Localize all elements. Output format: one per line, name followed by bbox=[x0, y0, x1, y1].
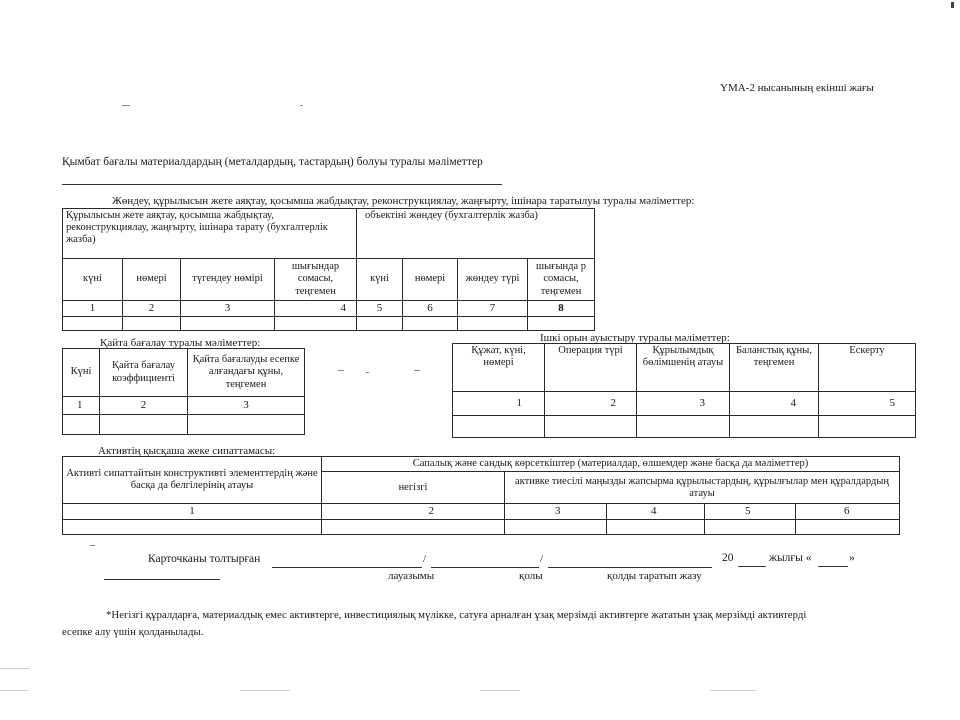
scan-speck bbox=[710, 690, 756, 691]
revaluation-empty-cell bbox=[63, 415, 100, 435]
asset-section-title: Активтің қысқаша жеке сипаттамасы: bbox=[98, 445, 276, 457]
transfer-section-title: Ішкі орын ауыстыру туралы мәліметтер: bbox=[540, 332, 730, 344]
transfer-empty-cell bbox=[637, 416, 730, 438]
repair-num-cell: 7 bbox=[458, 301, 528, 317]
repair-empty-cell bbox=[528, 316, 595, 330]
repair-num-cell: 5 bbox=[357, 301, 403, 317]
transfer-num-cell: 3 bbox=[637, 392, 730, 416]
signature-day-line bbox=[818, 566, 848, 567]
transfer-col-document: Құжат, күні, нөмері bbox=[453, 344, 545, 392]
transfer-num-cell: 1 bbox=[453, 392, 545, 416]
repair-empty-cell bbox=[275, 316, 357, 330]
asset-empty-cell bbox=[505, 519, 607, 534]
transfer-num-cell: 4 bbox=[730, 392, 819, 416]
scan-speck bbox=[240, 690, 290, 691]
repair-group-object: объектіні жөндеу (бухгалтерлік жазба) bbox=[357, 209, 595, 259]
repair-col-date-2: күні bbox=[357, 259, 403, 301]
scan-speck bbox=[0, 690, 28, 691]
scan-speck bbox=[338, 370, 344, 371]
asset-num-cell: 2 bbox=[322, 504, 505, 520]
asset-col-main: негізгі bbox=[322, 472, 505, 504]
signature-separator: / bbox=[540, 553, 544, 565]
asset-empty-cell bbox=[322, 519, 505, 534]
precious-materials-line bbox=[62, 184, 502, 185]
precious-materials-title: Қымбат бағалы материалдардың (металдардың, тастардың) болуы туралы мәліметтер bbox=[62, 156, 483, 168]
transfer-col-note: Ескерту bbox=[819, 344, 916, 392]
repair-col-number: нөмері bbox=[123, 259, 181, 301]
repair-empty-cell bbox=[181, 316, 275, 330]
signature-position-line bbox=[272, 567, 422, 568]
form-reference: ҮМА-2 нысанының екінші жағы bbox=[720, 82, 874, 94]
transfer-col-operation: Операция түрі bbox=[545, 344, 637, 392]
signature-decode-line bbox=[548, 567, 712, 568]
signature-year-suffix: жылғы « bbox=[769, 552, 812, 564]
repair-empty-cell bbox=[403, 316, 458, 330]
revaluation-empty-cell bbox=[188, 415, 305, 435]
transfer-empty-cell bbox=[730, 416, 819, 438]
footnote-line-2: есепке алу үшін қолданылады. bbox=[62, 626, 204, 638]
repair-num-cell: 8 bbox=[528, 301, 595, 317]
repair-group-construction: Құрылысын жете аяқтау, қосымша жабдықтау, реконструкциялау, жаңғырту, ішінара тарату (бухгалтерлік жазба) bbox=[63, 209, 357, 259]
revaluation-empty-cell bbox=[100, 415, 188, 435]
asset-table bbox=[62, 456, 900, 535]
asset-col-related: активке тиесілі маңызды жапсырма құрылыстардың, құрылғылар мен құралдардың атауы bbox=[505, 472, 900, 504]
revaluation-section-title: Қайта бағалау туралы мәліметтер: bbox=[100, 337, 261, 349]
scan-speck bbox=[414, 370, 420, 371]
footnote-line-1: *Негізгі құралдарға, материалдық емес активтерге, инвестициялық мүлікке, сатуға арналған ұзақ мерзімді активтерге жататын ұзақ мерзімді активтерді bbox=[106, 609, 807, 621]
scan-speck bbox=[122, 105, 130, 106]
repair-num-cell: 1 bbox=[63, 301, 123, 317]
repair-num-cell: 3 bbox=[181, 301, 275, 317]
signature-separator: / bbox=[423, 553, 427, 565]
signature-year-line bbox=[738, 566, 766, 567]
revaluation-col-value: Қайта бағалауды есепке алғандағы құны, теңгемен bbox=[188, 349, 305, 397]
asset-num-cell: 1 bbox=[63, 504, 322, 520]
repair-section-title: Жөндеу, құрылысын жете аяқтау, қосымша жабдықтау, реконструкциялау, жаңғырту, ішінара таратылуы туралы мәліметтер: bbox=[112, 195, 695, 207]
transfer-num-cell: 5 bbox=[819, 392, 916, 416]
repair-empty-cell bbox=[458, 316, 528, 330]
scan-speck bbox=[0, 668, 30, 669]
repair-col-number-2: нөмері bbox=[403, 259, 458, 301]
revaluation-num-cell: 2 bbox=[100, 397, 188, 415]
asset-num-cell: 6 bbox=[796, 504, 900, 520]
asset-empty-cell bbox=[63, 519, 322, 534]
repair-col-inventory-number: түгендеу нөмірі bbox=[181, 259, 275, 301]
transfer-col-unit: Құрылымдық бөлімшенің атауы bbox=[637, 344, 730, 392]
transfer-table bbox=[452, 343, 916, 438]
revaluation-num-cell: 3 bbox=[188, 397, 305, 415]
repair-col-date: күні bbox=[63, 259, 123, 301]
signature-decode-caption: қолды таратып жазу bbox=[607, 570, 702, 582]
revaluation-table bbox=[62, 348, 305, 435]
scan-speck bbox=[366, 372, 369, 373]
repair-empty-cell bbox=[123, 316, 181, 330]
signature-year-prefix: 20 bbox=[722, 552, 734, 564]
transfer-empty-cell bbox=[545, 416, 637, 438]
scan-speck bbox=[90, 545, 95, 546]
transfer-empty-cell bbox=[453, 416, 545, 438]
asset-group-indicators: Сапалық және сандық көрсеткіштер (материалдар, өлшемдер және басқа да мәліметтер) bbox=[322, 457, 900, 472]
asset-num-cell: 3 bbox=[505, 504, 607, 520]
asset-num-cell: 5 bbox=[705, 504, 796, 520]
asset-empty-cell bbox=[607, 519, 705, 534]
signature-sign-caption: қолы bbox=[519, 570, 543, 582]
repair-table bbox=[62, 208, 595, 331]
repair-col-cost-2: шығында р сомасы, теңгемен bbox=[528, 259, 595, 301]
revaluation-col-coefficient: Қайта бағалау коэффициенті bbox=[100, 349, 188, 397]
signature-quote-close: » bbox=[849, 552, 855, 564]
signature-label: Карточканы толтырған bbox=[148, 553, 261, 565]
repair-col-cost: шығындар сомасы, теңгемен bbox=[275, 259, 357, 301]
repair-empty-cell bbox=[63, 316, 123, 330]
transfer-col-book-value: Баланстық құны, теңгемен bbox=[730, 344, 819, 392]
asset-num-cell: 4 bbox=[607, 504, 705, 520]
revaluation-num-cell: 1 bbox=[63, 397, 100, 415]
asset-empty-cell bbox=[796, 519, 900, 534]
transfer-empty-cell bbox=[819, 416, 916, 438]
repair-num-cell: 6 bbox=[403, 301, 458, 317]
revaluation-col-date: Күні bbox=[63, 349, 100, 397]
signature-position-caption: лауазымы bbox=[388, 570, 435, 582]
scan-speck bbox=[951, 2, 954, 8]
scan-speck bbox=[300, 105, 303, 106]
repair-num-cell: 2 bbox=[123, 301, 181, 317]
repair-col-repair-type: жөндеу түрі bbox=[458, 259, 528, 301]
repair-num-cell: 4 bbox=[275, 301, 357, 317]
asset-col-elements: Активті сипаттайтын конструктивті элементтердің және басқа да белгілерінің атауы bbox=[63, 457, 322, 504]
transfer-num-cell: 2 bbox=[545, 392, 637, 416]
scan-speck bbox=[480, 690, 520, 691]
asset-empty-cell bbox=[705, 519, 796, 534]
repair-empty-cell bbox=[357, 316, 403, 330]
signature-sign-line bbox=[431, 567, 539, 568]
signature-extra-line bbox=[104, 579, 220, 580]
